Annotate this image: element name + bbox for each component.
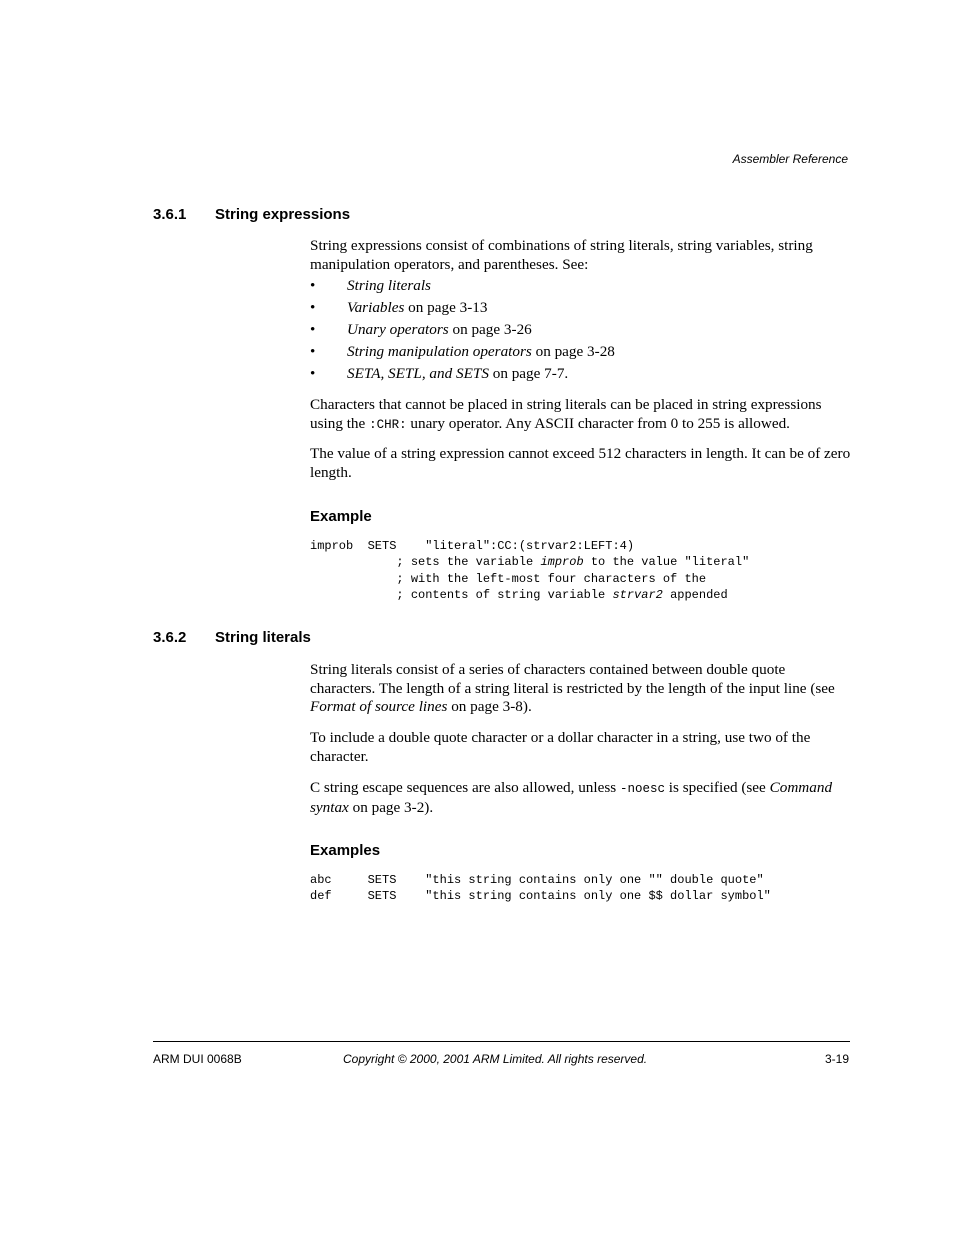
cross-reference-link[interactable]: SETA, SETL, and SETS xyxy=(347,365,489,382)
copyright-notice: Copyright © 2000, 2001 ARM Limited. All rights reserved. xyxy=(343,1052,648,1066)
section2-paragraph-definition: String literals consist of a series of characters contained between double quote characters. The length of a string literal is restricted by the length of the input line (see Format of source lines on page 3-8). xyxy=(310,661,835,715)
list-item: • String literals xyxy=(310,277,431,294)
footer-rule xyxy=(153,1041,850,1042)
cross-reference-link[interactable]: Variables xyxy=(347,299,405,316)
cross-reference-link[interactable]: String manipulation operators xyxy=(347,343,532,360)
cross-reference-link[interactable]: String literals xyxy=(347,277,431,294)
example-heading: Example xyxy=(310,508,372,525)
list-item: • String manipulation operators on page 3-28 xyxy=(310,343,615,360)
cross-reference-link[interactable]: Command syntax xyxy=(310,779,833,816)
section-heading-3-6-1 xyxy=(153,206,553,226)
code-example: improb SETS "literal":CC:(strvar2:LEFT:4) ; sets the variable improb to the value "literal" ; with the left-most four characters of the ; contents of string variable strvar2 appended xyxy=(310,539,750,602)
page-number: 3-19 xyxy=(824,1052,849,1066)
section-heading-3-6-2 xyxy=(153,629,553,649)
running-header: Assembler Reference xyxy=(732,152,848,166)
inline-code: :CHR: xyxy=(369,417,407,432)
cross-reference-link[interactable]: Format of source lines xyxy=(310,698,448,715)
inline-code: -noesc xyxy=(619,782,665,796)
list-item: • SETA, SETL, and SETS on page 7-7. xyxy=(310,365,569,382)
code-examples: abc SETS "this string contains only one "" double quote" def SETS "this string contains only one $$ dollar symbol" xyxy=(310,873,771,904)
see-also-list xyxy=(310,277,852,387)
section1-paragraph-length: The value of a string expression cannot exceed 512 characters in length. It can be of zero length. xyxy=(310,445,851,481)
list-item: • Variables on page 3-13 xyxy=(310,299,488,316)
section1-intro: String expressions consist of combinations of string literals, string variables, string manipulation operators, and parentheses. See: xyxy=(310,237,813,273)
doc-id: ARM DUI 0068B xyxy=(153,1052,242,1066)
section-title: String expressions xyxy=(215,206,351,223)
section1-paragraph-chr: Characters that cannot be placed in string literals can be placed in string expressions using the :CHR: unary operator. Any ASCII character from 0 to 255 is allowed. xyxy=(310,396,822,432)
section-number: 3.6.1 xyxy=(153,206,187,223)
section-title: String literals xyxy=(215,629,311,646)
list-item: • Unary operators on page 3-26 xyxy=(310,321,532,338)
cross-reference-link[interactable]: Unary operators xyxy=(347,321,449,338)
examples-heading: Examples xyxy=(310,842,381,859)
section2-paragraph-escapes: C string escape sequences are also allowed, unless -noesc is specified (see Command syntax on page 3-2). xyxy=(310,779,833,816)
section2-paragraph-quotes: To include a double quote character or a dollar character in a string, use two of the character. xyxy=(310,729,811,765)
section-number: 3.6.2 xyxy=(153,629,187,646)
